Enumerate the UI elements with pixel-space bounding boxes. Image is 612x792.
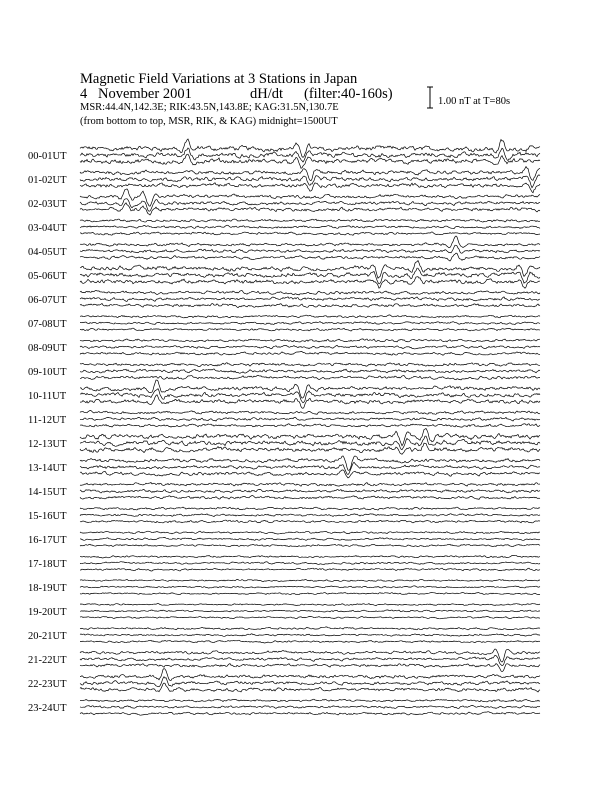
trace-rik-04-05ut (80, 245, 540, 253)
trace-kag-20-21ut (80, 627, 540, 630)
row-label: 15-16UT (28, 511, 67, 522)
row-label: 07-08UT (28, 319, 67, 330)
row-label: 04-05UT (28, 247, 67, 258)
trace-rik-01-02ut (80, 175, 540, 188)
row-label: 21-22UT (28, 655, 67, 666)
trace-kag-03-04ut (80, 219, 540, 222)
scale-bar-label: 1.00 nT at T=80s (438, 96, 511, 107)
midnight-note: midnight=1500UT (258, 116, 338, 127)
trace-msr-16-17ut (80, 544, 540, 547)
row-label: 08-09UT (28, 343, 67, 354)
row-label: 13-14UT (28, 463, 67, 474)
trace-msr-07-08ut (80, 328, 540, 331)
row-label: 19-20UT (28, 607, 67, 618)
trace-kag-06-07ut (80, 290, 540, 295)
row-label: 23-24UT (28, 703, 67, 714)
date-month-year: November 2001 (98, 86, 192, 102)
row-label: 03-04UT (28, 223, 67, 234)
trace-rik-06-07ut (80, 297, 540, 302)
trace-kag-05-06ut (80, 261, 540, 279)
row-label: 05-06UT (28, 271, 67, 282)
trace-msr-01-02ut (80, 183, 540, 193)
trace-rik-16-17ut (80, 537, 540, 540)
scale-bar (427, 87, 433, 108)
trace-rik-12-13ut (80, 436, 540, 450)
station-coordinates: MSR:44.4N,142.3E; RIK:43.5N,143.8E; KAG:31.5N,130.7E (80, 102, 339, 113)
trace-msr-03-04ut (80, 232, 540, 235)
row-label: 17-18UT (28, 559, 67, 570)
trace-kag-17-18ut (80, 555, 540, 558)
trace-rik-22-23ut (80, 677, 540, 687)
trace-msr-14-15ut (80, 496, 540, 500)
trace-rik-19-20ut (80, 610, 540, 612)
trace-rik-08-09ut (80, 345, 540, 349)
trace-kag-22-23ut (80, 669, 540, 681)
trace-msr-17-18ut (80, 568, 540, 571)
trace-rik-14-15ut (80, 489, 540, 493)
trace-rik-15-16ut (80, 514, 540, 517)
trace-rik-23-24ut (80, 706, 540, 709)
trace-kag-11-12ut (80, 411, 540, 415)
row-label: 20-21UT (28, 631, 67, 642)
trace-msr-00-01ut (80, 154, 540, 168)
trace-group (80, 139, 540, 715)
trace-kag-07-08ut (80, 315, 540, 318)
trace-rik-03-04ut (80, 225, 540, 229)
row-label: 10-11UT (28, 391, 67, 402)
trace-kag-01-02ut (80, 167, 540, 181)
trace-kag-21-22ut (80, 649, 540, 662)
quantity-label: dH/dt (250, 86, 284, 102)
trace-msr-08-09ut (80, 352, 540, 356)
trace-kag-18-19ut (80, 579, 540, 581)
trace-rik-02-03ut (80, 199, 540, 212)
row-label: 22-23UT (28, 679, 67, 690)
row-label: 06-07UT (28, 295, 67, 306)
trace-kag-16-17ut (80, 531, 540, 534)
trace-rik-09-10ut (80, 369, 540, 373)
trace-kag-09-10ut (80, 363, 540, 367)
trace-rik-10-11ut (80, 389, 540, 403)
date-day: 4 (80, 86, 88, 102)
row-label: 16-17UT (28, 535, 67, 546)
row-labels (28, 151, 67, 714)
trace-rik-17-18ut (80, 562, 540, 565)
trace-msr-15-16ut (80, 520, 540, 523)
trace-kag-15-16ut (80, 507, 540, 510)
trace-rik-11-12ut (80, 417, 540, 421)
trace-kag-23-24ut (80, 699, 540, 702)
trace-msr-05-06ut (80, 277, 540, 289)
trace-rik-20-21ut (80, 634, 540, 637)
row-label: 09-10UT (28, 367, 67, 378)
trace-msr-18-19ut (80, 593, 540, 595)
row-label: 01-02UT (28, 175, 67, 186)
trace-kag-04-05ut (80, 236, 540, 248)
order-note: (from bottom to top, MSR, RIK, & KAG) (80, 116, 257, 127)
filter-label: (filter:40-160s) (304, 86, 393, 102)
trace-msr-10-11ut (80, 395, 540, 409)
row-label: 11-12UT (28, 415, 67, 426)
trace-kag-13-14ut (80, 456, 540, 471)
trace-msr-23-24ut (80, 712, 540, 716)
trace-msr-11-12ut (80, 424, 540, 428)
trace-rik-07-08ut (80, 322, 540, 325)
trace-msr-20-21ut (80, 640, 540, 643)
trace-kag-08-09ut (80, 339, 540, 342)
trace-msr-04-05ut (80, 253, 540, 261)
trace-msr-19-20ut (80, 616, 540, 618)
row-label: 14-15UT (28, 487, 67, 498)
row-label: 02-03UT (28, 199, 67, 210)
trace-kag-19-20ut (80, 604, 540, 606)
trace-msr-09-10ut (80, 375, 540, 380)
trace-rik-13-14ut (80, 462, 540, 474)
trace-rik-21-22ut (80, 655, 540, 665)
trace-msr-06-07ut (80, 304, 540, 308)
trace-rik-18-19ut (80, 586, 540, 588)
row-label: 18-19UT (28, 583, 67, 594)
row-label: 00-01UT (28, 151, 67, 162)
trace-kag-14-15ut (80, 483, 540, 487)
trace-msr-13-14ut (80, 470, 540, 478)
chart-title: Magnetic Field Variations at 3 Stations in Japan (80, 71, 358, 87)
trace-msr-02-03ut (80, 203, 540, 215)
row-label: 12-13UT (28, 439, 67, 450)
trace-msr-21-22ut (80, 664, 540, 672)
